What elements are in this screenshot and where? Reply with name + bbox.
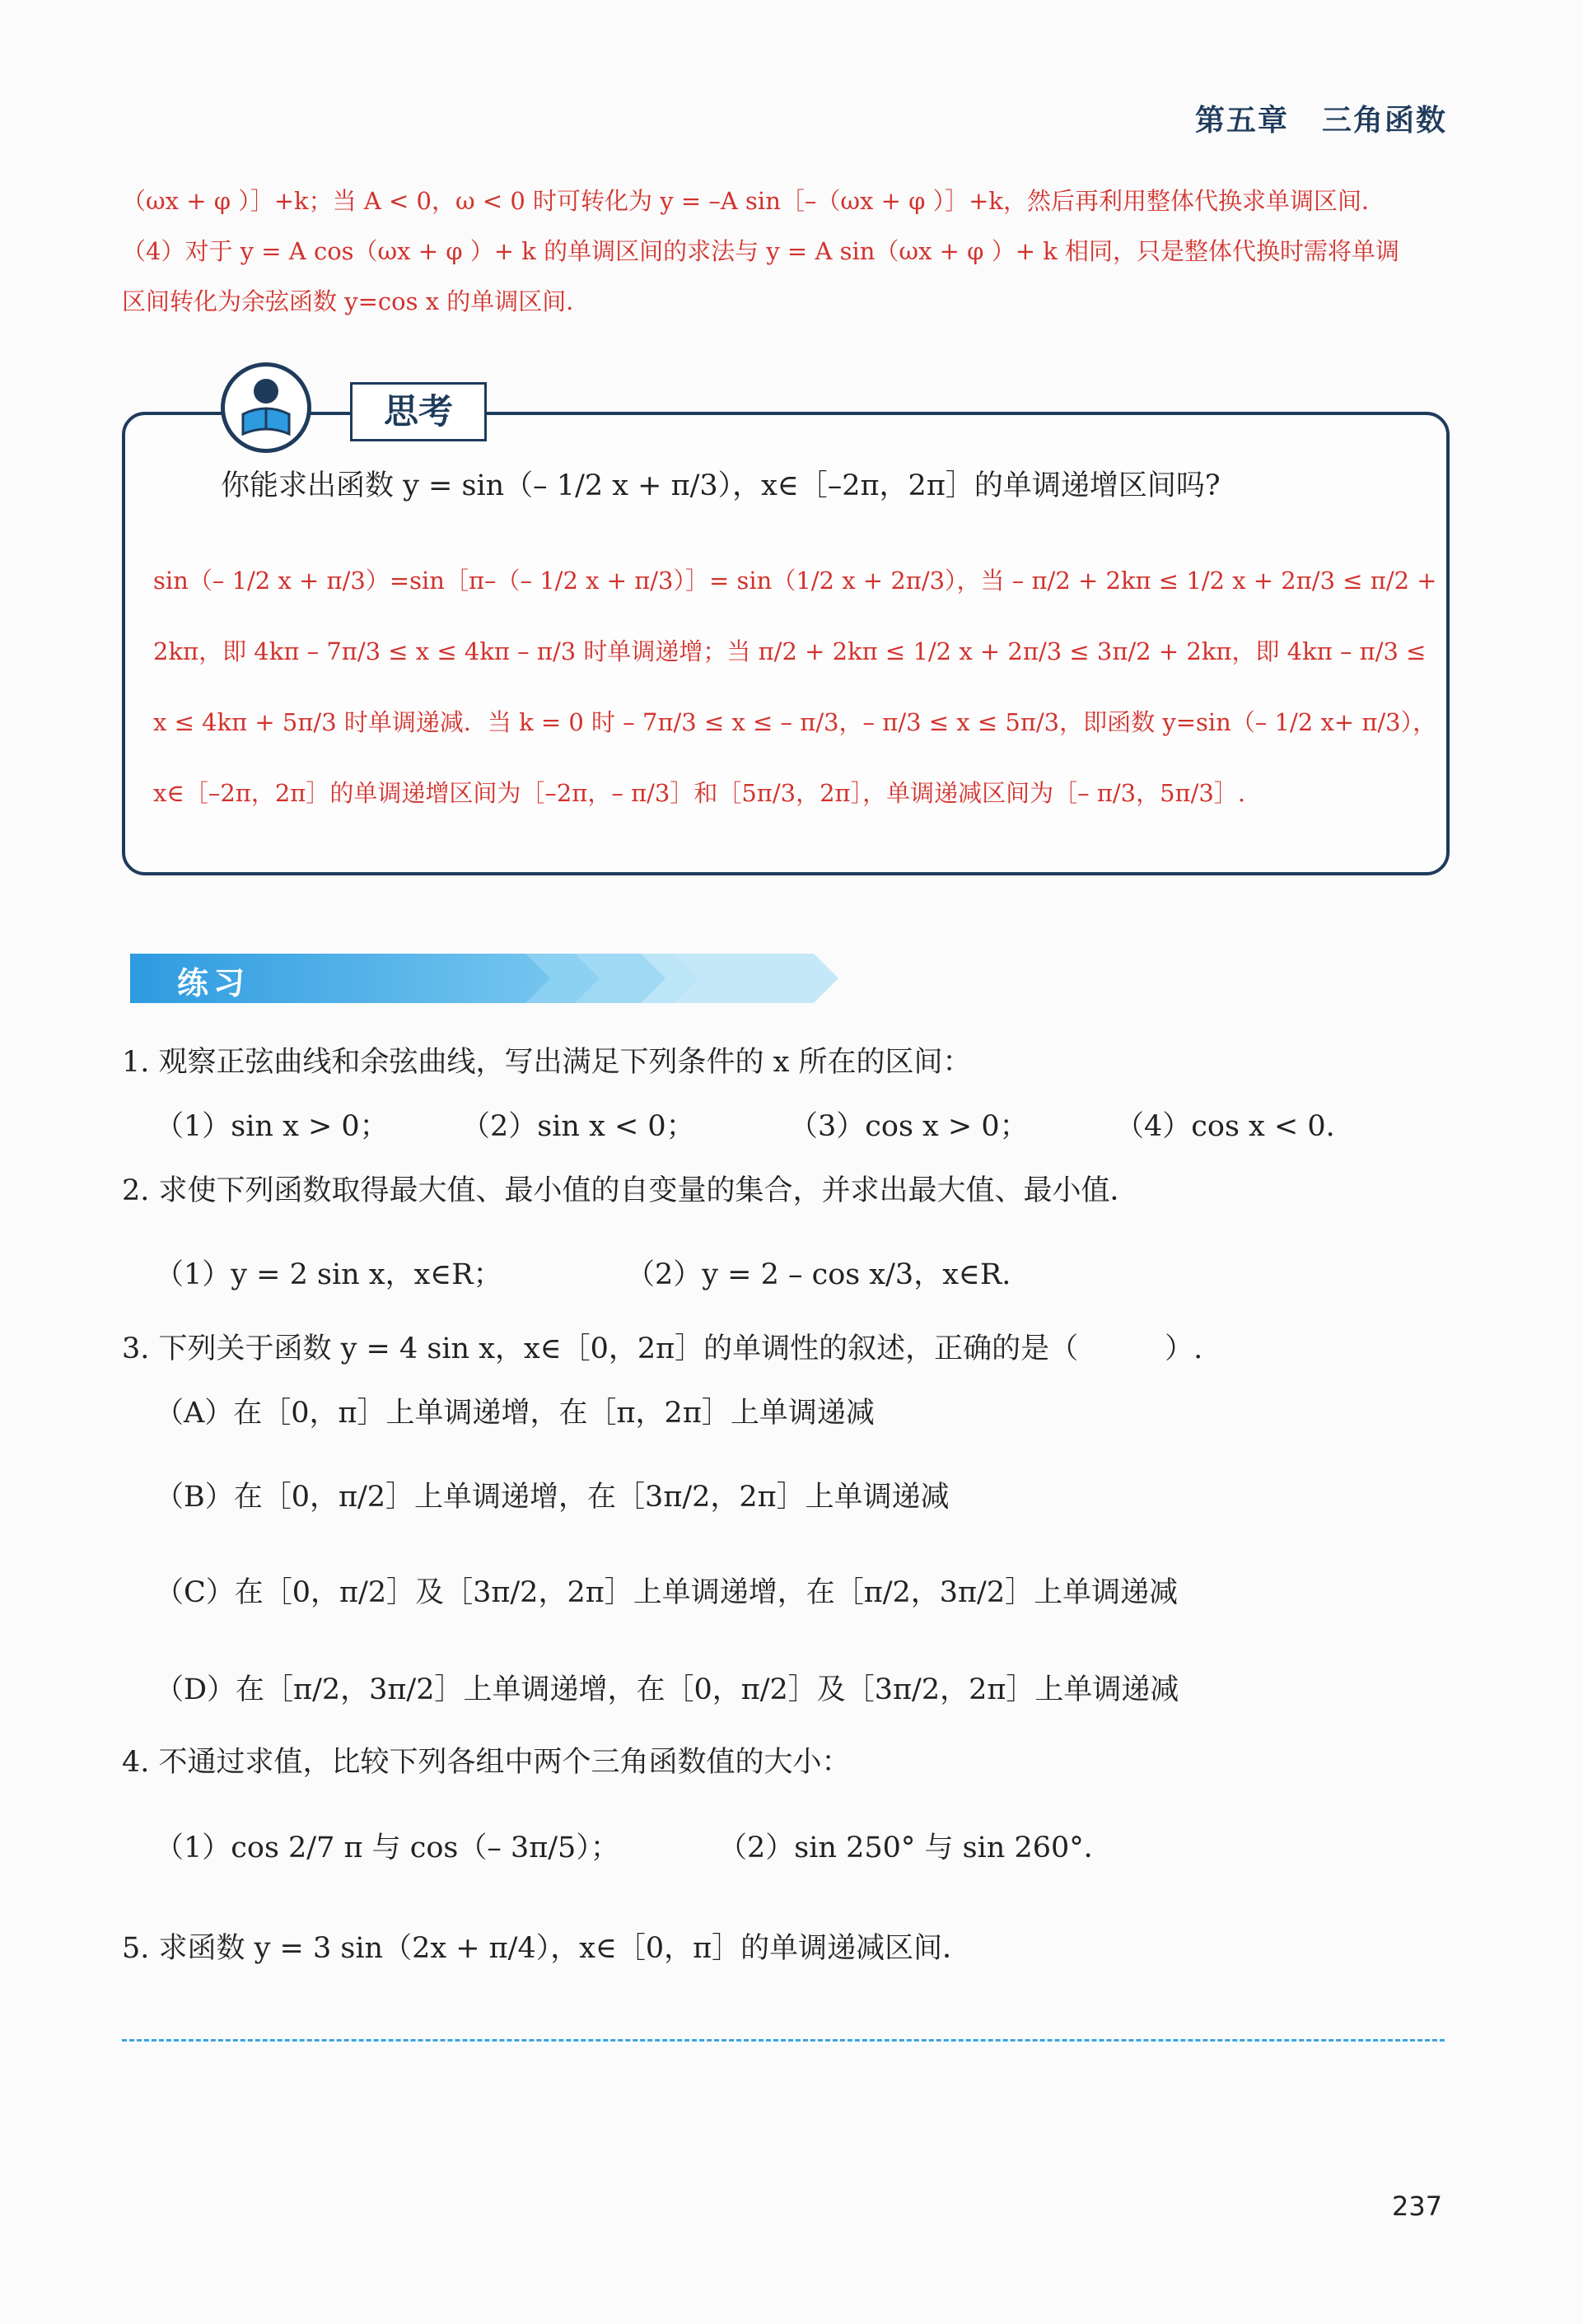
exercise-3-option-c: （C）在［0，π/2］及［3π/2，2π］上单调递增，在［π/2，3π/2］上单调递减 [155, 1576, 1179, 1609]
intro-paragraph [122, 176, 1464, 327]
reader-icon [221, 362, 311, 453]
page-number: 237 [1392, 2191, 1443, 2222]
exercise-2-item: （1）y = 2 sin x，x∈R； [155, 1258, 502, 1291]
running-header [1195, 97, 1447, 139]
exercise-2: 2. 求使下列函数取得最大值、最小值的自变量的集合，并求出最大值、最小值． [122, 1174, 1139, 1207]
answer-line: x∈［–2π，2π］的单调递增区间为［–2π，– π/3］和［5π/3，2π］，单调递减区间为［– π/3，5π/3］. [153, 779, 1246, 807]
think-question: 你能求出函数 y = sin（– 1/2 x + π/3），x∈［–2π，2π］的单调递增区间吗? [221, 469, 1221, 502]
chapter-label: 第五章 [1194, 104, 1289, 138]
exercise-1-item: （4）cos x < 0. [1115, 1110, 1335, 1143]
think-title: 思考 [350, 382, 487, 441]
exercise-1-item: （1）sin x > 0； [155, 1110, 389, 1143]
answer-line: 2kπ，即 4kπ – 7π/3 ≤ x ≤ 4kπ – π/3 时单调递增；当 π/2 + 2kπ ≤ 1/2 x + 2π/3 ≤ 3π/2 + 2kπ，即 4kπ – π/3 ≤ [153, 637, 1427, 665]
intro-line: 区间转化为余弦函数 y=cos x 的单调区间． [122, 287, 591, 315]
answer-line: sin（– 1/2 x + π/3）=sin［π–（– 1/2 x + π/3）］= sin（1/2 x + 2π/3），当 – π/2 + 2kπ ≤ 1/2 x + 2π/3 ≤ π/2 + [153, 567, 1437, 595]
exercise-3-option-d: （D）在［π/2，3π/2］上单调递增，在［0，π/2］及［3π/2，2π］上单调递减 [155, 1673, 1179, 1706]
intro-line: （ωx + φ ）］+k；当 A < 0，ω < 0 时可转化为 y = –A sin［–（ωx + φ ）］+k，然后再利用整体代换求单调区间． [122, 187, 1385, 215]
exercise-2-item: （2）y = 2 – cos x/3，x∈R. [626, 1258, 1011, 1291]
exercise-4: 4. 不通过求值，比较下列各组中两个三角函数值的大小： [122, 1746, 851, 1779]
exercise-1-item: （2）sin x < 0； [461, 1110, 695, 1143]
exercise-3: 3. 下列关于函数 y = 4 sin x，x∈［0，2π］的单调性的叙述，正确的是（ ）. [122, 1332, 1203, 1365]
exercise-3-option-b: （B）在［0，π/2］上单调递增，在［3π/2，2π］上单调递减 [155, 1481, 950, 1514]
exercise-1-item: （3）cos x > 0； [789, 1110, 1029, 1143]
exercise-5: 5. 求函数 y = 3 sin（2x + π/4），x∈［0，π］的单调递减区间． [122, 1932, 972, 1965]
section-divider [122, 2039, 1445, 2042]
exercise-4-item: （1）cos 2/7 π 与 cos（– 3π/5）； [155, 1832, 619, 1864]
exercise-1: 1. 观察正弦曲线和余弦曲线，写出满足下列条件的 x 所在的区间： [122, 1046, 972, 1079]
practice-title: 练习 [177, 965, 250, 1001]
exercise-4-item: （2）sin 250° 与 sin 260°． [718, 1832, 1113, 1864]
subject-label: 三角函数 [1321, 104, 1447, 138]
think-answer [153, 545, 1437, 828]
intro-line: （4）对于 y = A cos（ωx + φ ）+ k 的单调区间的求法与 y = A sin（ωx + φ ）+ k 相同，只是整体代换时需将单调 [122, 237, 1400, 265]
exercise-3-option-a: （A）在［0，π］上单调递增，在［π，2π］上单调递减 [155, 1397, 875, 1430]
answer-line: x ≤ 4kπ + 5π/3 时单调递减．当 k = 0 时 – 7π/3 ≤ x ≤ – π/3，– π/3 ≤ x ≤ 5π/3，即函数 y=sin（– 1/2 x+ π/3）， [153, 708, 1437, 736]
